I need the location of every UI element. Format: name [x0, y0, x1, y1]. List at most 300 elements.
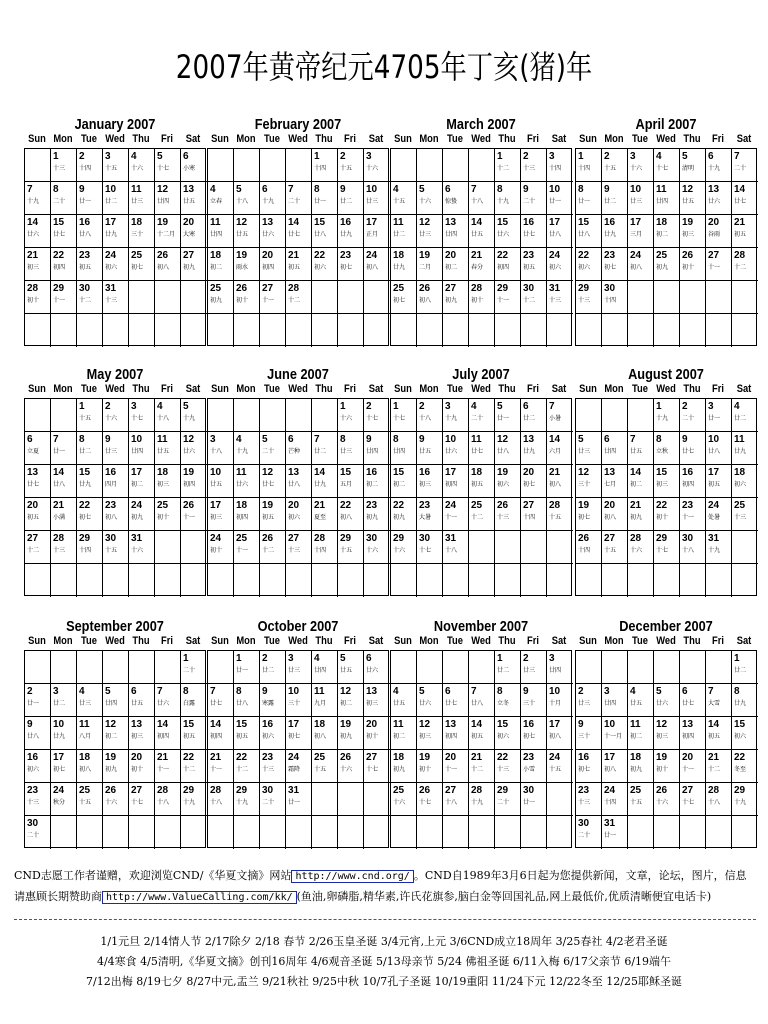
day-number: 14 — [314, 467, 326, 478]
lunar-date: 初九 — [656, 265, 669, 271]
day-cell — [181, 399, 207, 432]
lunar-date: 十九 — [445, 416, 458, 422]
lunar-date: 廿七 — [734, 199, 747, 205]
day-cell — [576, 281, 602, 314]
weekday-label: Tue — [264, 635, 280, 647]
day-number: 1 — [497, 151, 503, 162]
day-cell — [208, 531, 234, 564]
day-cell — [260, 248, 286, 281]
lunar-date: 十月 — [549, 701, 562, 707]
lunar-date: 初二 — [105, 734, 118, 740]
day-cell — [628, 564, 654, 597]
day-cell — [208, 684, 234, 717]
day-cell — [286, 816, 312, 849]
day-number: 3 — [630, 151, 636, 162]
day-number: 9 — [523, 686, 529, 697]
lunar-date: 十七 — [131, 800, 144, 806]
day-cell — [654, 149, 680, 182]
day-cell — [654, 750, 680, 783]
day-number: 25 — [734, 500, 746, 511]
day-number: 18 — [157, 467, 169, 478]
day-number: 23 — [604, 250, 616, 261]
lunar-date: 二十 — [523, 199, 536, 205]
day-cell — [312, 684, 338, 717]
day-cell — [103, 783, 129, 816]
lunar-date: 立秋 — [656, 449, 669, 455]
day-cell — [234, 498, 260, 531]
lunar-date: 十四 — [523, 515, 536, 521]
day-cell — [521, 531, 547, 564]
day-number: 26 — [236, 283, 248, 294]
lunar-date: 春分 — [471, 265, 484, 271]
lunar-date: 十三 — [27, 800, 40, 806]
day-cell — [680, 717, 706, 750]
day-number: 11 — [236, 467, 247, 478]
weekday-label: Sun — [394, 383, 412, 395]
day-cell — [181, 564, 207, 597]
day-cell — [129, 717, 155, 750]
lunar-date: 初四 — [445, 482, 458, 488]
day-number: 10 — [604, 719, 616, 730]
day-number: 15 — [734, 719, 746, 730]
day-number: 22 — [656, 500, 668, 511]
day-number: 13 — [288, 467, 300, 478]
lunar-date: 初四 — [445, 734, 458, 740]
day-number: 29 — [79, 533, 91, 544]
day-number: 5 — [183, 401, 189, 412]
day-number: 27 — [708, 250, 720, 261]
day-number: 22 — [734, 752, 746, 763]
day-cell — [576, 531, 602, 564]
day-number: 27 — [445, 785, 457, 796]
day-cell — [521, 564, 547, 597]
day-cell — [129, 498, 155, 531]
day-cell — [364, 498, 390, 531]
lunar-date: 十四 — [79, 166, 92, 172]
lunar-date: 五月 — [340, 482, 353, 488]
month-grid — [390, 398, 572, 596]
month-grid — [24, 398, 206, 596]
lunar-date: 十二 — [236, 767, 249, 773]
weekday-label: Wed — [471, 635, 491, 647]
day-cell — [208, 314, 234, 347]
day-cell — [234, 399, 260, 432]
day-number: 1 — [393, 401, 399, 412]
month-grid — [207, 148, 389, 346]
lunar-date: 廿三 — [340, 449, 353, 455]
day-cell — [576, 498, 602, 531]
weekday-label: Wed — [105, 133, 125, 145]
day-number: 5 — [157, 151, 163, 162]
lunar-date: 廿二 — [734, 668, 747, 674]
day-cell — [103, 281, 129, 314]
weekday-label: Sun — [28, 635, 46, 647]
lunar-date: 廿四 — [656, 199, 669, 205]
weekday-label: Thu — [683, 133, 701, 145]
lunar-date: 十二 — [497, 166, 510, 172]
day-cell — [312, 783, 338, 816]
lunar-date: 初六 — [27, 767, 40, 773]
holiday-line: 1/1元旦 2/14情人节 2/17除夕 2/18 春节 2/26玉皇圣诞 3/4元宵,上元 3/6CND成立18周年 3/25春社 4/2老君圣诞 — [100, 935, 668, 948]
day-cell — [654, 684, 680, 717]
day-cell — [706, 399, 732, 432]
month-grid — [24, 148, 206, 346]
day-cell — [234, 432, 260, 465]
day-number: 15 — [497, 719, 509, 730]
day-cell — [547, 564, 573, 597]
day-number: 27 — [183, 250, 195, 261]
day-cell — [338, 750, 364, 783]
day-number: 4 — [656, 151, 662, 162]
day-cell — [391, 399, 417, 432]
day-cell — [103, 314, 129, 347]
day-cell — [51, 215, 77, 248]
weekday-label: Fri — [344, 133, 356, 145]
month-calendar — [575, 366, 757, 598]
day-cell — [129, 314, 155, 347]
lunar-date: 廿一 — [314, 199, 327, 205]
lunar-date: 十七 — [656, 166, 669, 172]
day-cell — [286, 215, 312, 248]
weekday-label: Sat — [185, 383, 201, 395]
day-cell — [706, 531, 732, 564]
day-number: 18 — [79, 752, 91, 763]
day-cell — [312, 314, 338, 347]
day-cell — [547, 651, 573, 684]
lunar-date: 三十 — [578, 734, 591, 740]
weekday-label: Tue — [81, 635, 97, 647]
day-cell — [628, 182, 654, 215]
day-cell — [129, 750, 155, 783]
day-cell — [338, 651, 364, 684]
day-number: 24 — [210, 533, 222, 544]
day-cell — [391, 281, 417, 314]
day-cell — [469, 750, 495, 783]
day-number: 28 — [210, 785, 222, 796]
day-cell — [312, 717, 338, 750]
day-cell — [602, 182, 628, 215]
lunar-date: 十二 — [471, 515, 484, 521]
weekday-label: Sat — [185, 635, 201, 647]
day-cell — [260, 816, 286, 849]
day-cell — [521, 432, 547, 465]
lunar-date: 初九 — [183, 265, 196, 271]
day-cell — [706, 149, 732, 182]
day-number: 29 — [497, 283, 509, 294]
lunar-date: 初三 — [210, 515, 223, 521]
lunar-date: 十四 — [314, 548, 327, 554]
day-cell — [521, 684, 547, 717]
lunar-date: 十三 — [53, 548, 66, 554]
day-number: 7 — [471, 686, 477, 697]
weekday-header — [24, 635, 206, 649]
lunar-date: 十七 — [366, 767, 379, 773]
day-cell — [51, 465, 77, 498]
lunar-date: 初三 — [419, 482, 432, 488]
day-cell — [706, 182, 732, 215]
day-cell — [602, 750, 628, 783]
day-number: 20 — [262, 250, 274, 261]
lunar-date: 二十 — [734, 166, 747, 172]
day-cell — [286, 651, 312, 684]
day-cell — [469, 182, 495, 215]
day-number: 17 — [708, 467, 720, 478]
lunar-date: 初五 — [523, 265, 536, 271]
day-cell — [155, 816, 181, 849]
lunar-date: 廿三 — [578, 701, 591, 707]
lunar-date: 十五 — [105, 166, 118, 172]
weekday-label: Fri — [527, 133, 539, 145]
day-cell — [628, 465, 654, 498]
holiday-line: 7/12出梅 8/19七夕 8/27中元,盂兰 9/21秋社 9/25中秋 10/7孔子圣诞 10/19重阳 11/24下元 12/22冬至 12/25耶稣圣诞 — [86, 975, 682, 988]
day-cell — [628, 684, 654, 717]
day-cell — [155, 248, 181, 281]
day-cell — [260, 498, 286, 531]
day-cell — [129, 816, 155, 849]
day-cell — [364, 149, 390, 182]
lunar-date: 十二 — [183, 767, 196, 773]
day-cell — [391, 465, 417, 498]
day-number: 12 — [682, 184, 694, 195]
day-cell — [680, 314, 706, 347]
day-cell — [443, 182, 469, 215]
lunar-date: 初十 — [157, 515, 170, 521]
day-number: 12 — [656, 719, 668, 730]
day-number: 6 — [366, 653, 372, 664]
day-number: 24 — [288, 752, 300, 763]
day-cell — [732, 465, 758, 498]
day-cell — [312, 281, 338, 314]
day-cell — [181, 281, 207, 314]
day-number: 1 — [236, 653, 242, 664]
day-cell — [51, 314, 77, 347]
lunar-date: 十四 — [314, 166, 327, 172]
day-cell — [181, 465, 207, 498]
day-cell — [654, 248, 680, 281]
lunar-date: 初二 — [393, 734, 406, 740]
day-number: 5 — [236, 184, 242, 195]
lunar-date: 廿二 — [604, 199, 617, 205]
weekday-label: Tue — [632, 133, 648, 145]
weekday-label: Thu — [132, 635, 150, 647]
weekday-label: Mon — [236, 133, 256, 145]
weekday-label: Fri — [712, 383, 724, 395]
day-cell — [391, 498, 417, 531]
day-cell — [103, 684, 129, 717]
day-cell — [208, 651, 234, 684]
weekday-label: Sun — [211, 133, 229, 145]
day-number: 6 — [708, 151, 714, 162]
weekday-label: Sat — [736, 635, 752, 647]
day-cell — [521, 498, 547, 531]
day-number: 31 — [105, 283, 117, 294]
day-cell — [286, 465, 312, 498]
info-text — [14, 866, 758, 908]
day-cell — [602, 783, 628, 816]
day-number: 2 — [79, 151, 85, 162]
day-cell — [25, 783, 51, 816]
day-number: 7 — [314, 434, 320, 445]
day-number: 11 — [393, 719, 404, 730]
day-cell — [364, 465, 390, 498]
day-cell — [602, 564, 628, 597]
day-cell — [77, 465, 103, 498]
day-number: 13 — [366, 686, 378, 697]
month-calendar — [24, 366, 206, 598]
day-cell — [208, 281, 234, 314]
day-cell — [51, 498, 77, 531]
day-cell — [576, 465, 602, 498]
day-number: 25 — [210, 283, 222, 294]
lunar-date: 初二 — [366, 482, 379, 488]
day-cell — [51, 432, 77, 465]
day-cell — [576, 717, 602, 750]
day-cell — [25, 149, 51, 182]
weekday-label: Mon — [419, 635, 439, 647]
lunar-date: 十九 — [262, 199, 275, 205]
day-number: 19 — [236, 250, 248, 261]
day-number: 16 — [366, 467, 378, 478]
lunar-date: 十一 — [262, 298, 275, 304]
day-cell — [234, 651, 260, 684]
lunar-date: 初六 — [734, 482, 747, 488]
day-number: 7 — [734, 151, 740, 162]
day-number: 20 — [445, 250, 457, 261]
day-cell — [77, 399, 103, 432]
day-cell — [680, 149, 706, 182]
day-number: 21 — [314, 500, 326, 511]
lunar-date: 初九 — [630, 767, 643, 773]
day-cell — [234, 465, 260, 498]
lunar-date: 廿七 — [288, 232, 301, 238]
lunar-date: 初五 — [79, 265, 92, 271]
weekday-label: Sun — [211, 383, 229, 395]
day-number: 19 — [419, 752, 431, 763]
day-number: 14 — [549, 434, 561, 445]
lunar-date: 初七 — [578, 767, 591, 773]
lunar-date: 廿四 — [549, 668, 562, 674]
day-cell — [732, 182, 758, 215]
lunar-date: 小暑 — [549, 416, 562, 422]
lunar-date: 二十 — [497, 800, 510, 806]
weekday-label: Thu — [498, 635, 516, 647]
day-cell — [312, 750, 338, 783]
day-number: 8 — [734, 686, 740, 697]
lunar-date: 十六 — [393, 548, 406, 554]
day-number: 23 — [27, 785, 39, 796]
day-cell — [155, 684, 181, 717]
day-cell — [602, 215, 628, 248]
day-number: 17 — [604, 752, 616, 763]
day-cell — [181, 498, 207, 531]
lunar-date: 十九 — [27, 199, 40, 205]
lunar-date: 初十 — [131, 767, 144, 773]
lunar-date: 初五 — [262, 515, 275, 521]
day-number: 30 — [27, 818, 39, 829]
lunar-date: 初六 — [314, 265, 327, 271]
day-cell — [338, 816, 364, 849]
day-cell — [680, 816, 706, 849]
day-number: 14 — [471, 719, 483, 730]
day-cell — [521, 399, 547, 432]
day-cell — [521, 783, 547, 816]
day-number: 27 — [445, 283, 457, 294]
day-cell — [260, 182, 286, 215]
lunar-date: 廿四 — [210, 232, 223, 238]
day-cell — [25, 498, 51, 531]
day-cell — [732, 215, 758, 248]
day-number: 26 — [578, 533, 590, 544]
weekday-header — [390, 133, 572, 147]
day-number: 15 — [314, 217, 326, 228]
day-number: 17 — [210, 500, 222, 511]
lunar-date: 初四 — [262, 265, 275, 271]
lunar-date: 廿六 — [262, 232, 275, 238]
lunar-date: 廿一 — [497, 416, 510, 422]
day-cell — [654, 651, 680, 684]
lunar-date: 十六 — [105, 800, 118, 806]
lunar-date: 初九 — [366, 515, 379, 521]
month-grid — [575, 148, 757, 346]
weekday-header — [24, 133, 206, 147]
day-number: 25 — [157, 500, 169, 511]
day-number: 21 — [27, 250, 39, 261]
day-cell — [364, 816, 390, 849]
month-title: November 2007 — [433, 618, 529, 635]
day-number: 18 — [393, 752, 405, 763]
lunar-date: 七月 — [604, 482, 617, 488]
lunar-date: 十五 — [79, 416, 92, 422]
day-number: 19 — [682, 217, 694, 228]
lunar-date: 初三 — [131, 734, 144, 740]
weekday-label: Mon — [53, 635, 73, 647]
day-cell — [155, 465, 181, 498]
lunar-date: 二十 — [27, 833, 40, 839]
day-cell — [129, 281, 155, 314]
holiday-line: 4/4寒食 4/5清明,《华夏文摘》创刊16周年 4/6观音圣诞 5/13母亲节 5/24 佛祖圣诞 6/11入梅 6/17父亲节 6/19端午 — [96, 955, 672, 968]
lunar-date: 廿九 — [604, 232, 617, 238]
day-cell — [443, 248, 469, 281]
day-cell — [469, 399, 495, 432]
day-number: 10 — [630, 184, 642, 195]
lunar-date: 初四 — [682, 482, 695, 488]
lunar-date: 廿九 — [340, 232, 353, 238]
lunar-date: 十五 — [549, 515, 562, 521]
cnd-link[interactable]: http://www.cnd.org/ — [291, 870, 413, 883]
day-cell — [25, 399, 51, 432]
lunar-date: 廿九 — [314, 482, 327, 488]
day-cell — [443, 717, 469, 750]
lunar-date: 十三 — [578, 800, 591, 806]
day-cell — [25, 564, 51, 597]
day-cell — [260, 651, 286, 684]
valuecalling-link[interactable]: http://www.ValueCalling.com/kk/ — [102, 891, 297, 904]
weekday-label: Sun — [28, 133, 46, 145]
day-cell — [234, 816, 260, 849]
lunar-date: 十六 — [340, 767, 353, 773]
day-number: 10 — [288, 686, 300, 697]
lunar-date: 廿四 — [314, 668, 327, 674]
day-cell — [628, 248, 654, 281]
day-cell — [208, 399, 234, 432]
lunar-date: 初十 — [471, 298, 484, 304]
day-number: 14 — [708, 719, 720, 730]
day-number: 9 — [366, 434, 372, 445]
lunar-date: 初三 — [157, 482, 170, 488]
day-cell — [469, 684, 495, 717]
day-cell — [103, 465, 129, 498]
day-cell — [576, 564, 602, 597]
